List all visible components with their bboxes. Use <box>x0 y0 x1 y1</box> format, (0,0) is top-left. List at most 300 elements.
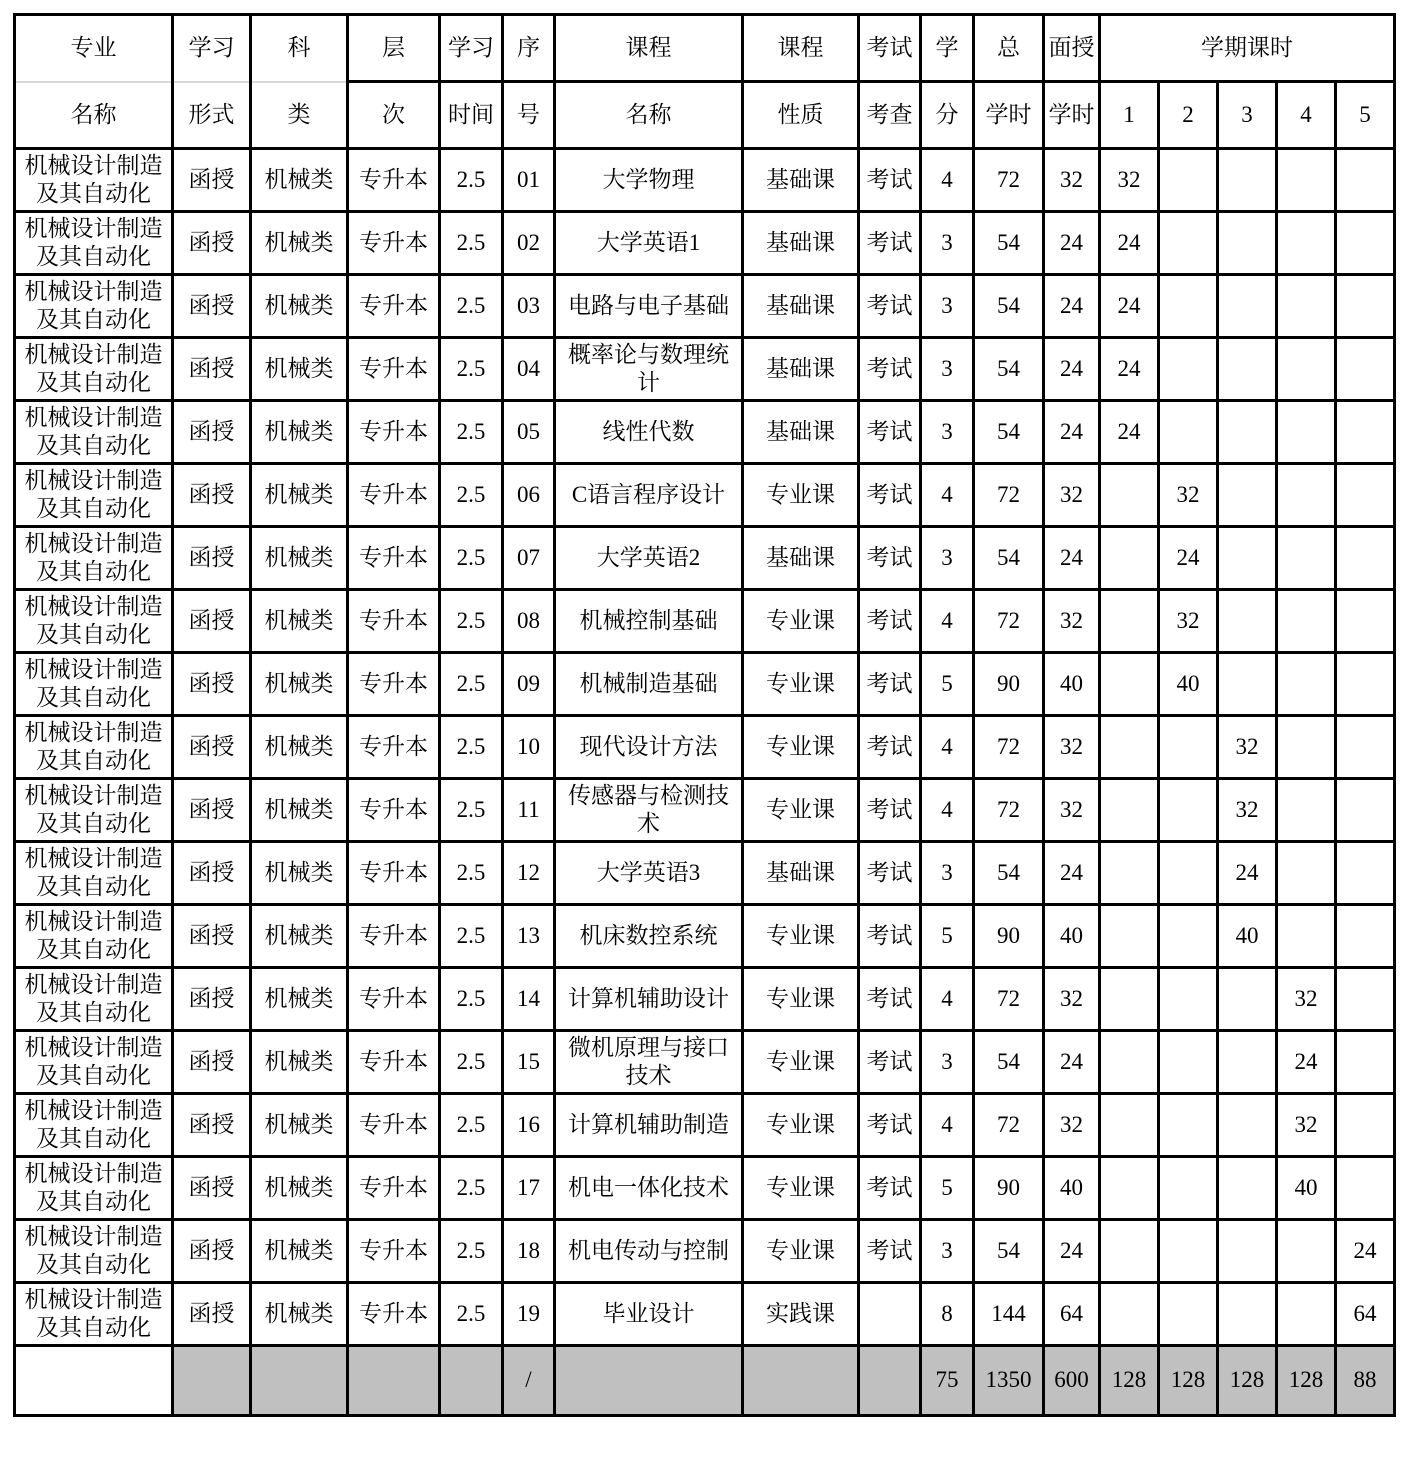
course-name-cell: C语言程序设计 <box>555 464 743 527</box>
totals-face-hours-cell: 600 <box>1044 1346 1100 1416</box>
serial-no-cell: 09 <box>503 653 555 716</box>
exam-type-cell <box>859 1283 921 1346</box>
study-form-cell: 函授 <box>173 716 251 779</box>
semester-5-hours-cell <box>1336 1031 1395 1094</box>
level-cell: 专升本 <box>348 275 440 338</box>
level-cell: 专升本 <box>348 527 440 590</box>
course-name-cell: 现代设计方法 <box>555 716 743 779</box>
exam-type-cell: 考试 <box>859 1094 921 1157</box>
table-row <box>15 590 1395 653</box>
total-hours-cell: 72 <box>974 590 1044 653</box>
study-form-cell: 函授 <box>173 1157 251 1220</box>
totals-duration-cell <box>440 1346 503 1416</box>
table-row <box>15 275 1395 338</box>
table-row <box>15 905 1395 968</box>
semester-3-hours-cell: 40 <box>1218 905 1277 968</box>
table-row <box>15 212 1395 275</box>
header-form-line2: 形式 <box>173 82 251 149</box>
totals-course-cell <box>555 1346 743 1416</box>
face-hours-cell: 32 <box>1044 464 1100 527</box>
totals-nature-cell <box>743 1346 859 1416</box>
total-hours-cell: 54 <box>974 1220 1044 1283</box>
serial-no-cell: 11 <box>503 779 555 842</box>
face-hours-cell: 24 <box>1044 1031 1100 1094</box>
semester-5-hours-cell <box>1336 401 1395 464</box>
duration-cell: 2.5 <box>440 1283 503 1346</box>
course-nature-cell: 基础课 <box>743 149 859 212</box>
semester-3-hours-cell <box>1218 1220 1277 1283</box>
semester-2-hours-cell <box>1159 401 1218 464</box>
total-hours-cell: 72 <box>974 1094 1044 1157</box>
face-hours-cell: 24 <box>1044 1220 1100 1283</box>
major-cell: 机械设计制造及其自动化 <box>15 905 173 968</box>
category-cell: 机械类 <box>251 338 348 401</box>
semester-1-hours-cell: 24 <box>1100 401 1159 464</box>
duration-cell: 2.5 <box>440 779 503 842</box>
semester-3-hours-cell: 32 <box>1218 716 1277 779</box>
table-row <box>15 338 1395 401</box>
study-form-cell: 函授 <box>173 779 251 842</box>
category-cell: 机械类 <box>251 1094 348 1157</box>
table-row <box>15 653 1395 716</box>
level-cell: 专升本 <box>348 338 440 401</box>
major-cell: 机械设计制造及其自动化 <box>15 464 173 527</box>
semester-4-hours-cell <box>1277 653 1336 716</box>
serial-no-cell: 12 <box>503 842 555 905</box>
study-form-cell: 函授 <box>173 905 251 968</box>
totals-semester-1-cell: 128 <box>1100 1346 1159 1416</box>
semester-3-hours-cell <box>1218 653 1277 716</box>
duration-cell: 2.5 <box>440 527 503 590</box>
semester-2-hours-cell <box>1159 842 1218 905</box>
header-exam-line2: 考查 <box>859 82 921 149</box>
exam-type-cell: 考试 <box>859 1157 921 1220</box>
study-form-cell: 函授 <box>173 1031 251 1094</box>
credits-cell: 5 <box>921 653 974 716</box>
face-hours-cell: 24 <box>1044 275 1100 338</box>
course-nature-cell: 专业课 <box>743 1220 859 1283</box>
credits-cell: 3 <box>921 1031 974 1094</box>
header-category-line2: 类 <box>251 82 348 149</box>
credits-cell: 4 <box>921 716 974 779</box>
credits-cell: 3 <box>921 401 974 464</box>
serial-no-cell: 01 <box>503 149 555 212</box>
face-hours-cell: 40 <box>1044 1157 1100 1220</box>
table-row <box>15 968 1395 1031</box>
header-semester-3: 3 <box>1218 82 1277 149</box>
semester-4-hours-cell <box>1277 779 1336 842</box>
semester-5-hours-cell <box>1336 779 1395 842</box>
face-hours-cell: 32 <box>1044 779 1100 842</box>
course-nature-cell: 基础课 <box>743 842 859 905</box>
table-row <box>15 779 1395 842</box>
level-cell: 专升本 <box>348 590 440 653</box>
category-cell: 机械类 <box>251 905 348 968</box>
serial-no-cell: 03 <box>503 275 555 338</box>
credits-cell: 3 <box>921 527 974 590</box>
semester-2-hours-cell <box>1159 275 1218 338</box>
table-row <box>15 1157 1395 1220</box>
course-nature-cell: 基础课 <box>743 212 859 275</box>
study-form-cell: 函授 <box>173 1094 251 1157</box>
header-row-1 <box>15 15 1395 82</box>
semester-3-hours-cell <box>1218 968 1277 1031</box>
course-nature-cell: 专业课 <box>743 1031 859 1094</box>
serial-no-cell: 08 <box>503 590 555 653</box>
header-semester-1: 1 <box>1100 82 1159 149</box>
course-name-cell: 计算机辅助制造 <box>555 1094 743 1157</box>
semester-3-hours-cell <box>1218 527 1277 590</box>
semester-5-hours-cell <box>1336 149 1395 212</box>
serial-no-cell: 19 <box>503 1283 555 1346</box>
semester-2-hours-cell <box>1159 338 1218 401</box>
course-nature-cell: 专业课 <box>743 905 859 968</box>
duration-cell: 2.5 <box>440 212 503 275</box>
exam-type-cell: 考试 <box>859 590 921 653</box>
totals-exam-cell <box>859 1346 921 1416</box>
totals-form-cell <box>173 1346 251 1416</box>
table-row <box>15 1094 1395 1157</box>
exam-type-cell: 考试 <box>859 1220 921 1283</box>
header-exam-line1: 考试 <box>859 15 921 82</box>
table-row <box>15 842 1395 905</box>
semester-5-hours-cell <box>1336 842 1395 905</box>
duration-cell: 2.5 <box>440 464 503 527</box>
header-duration-line2: 时间 <box>440 82 503 149</box>
level-cell: 专升本 <box>348 1283 440 1346</box>
major-cell: 机械设计制造及其自动化 <box>15 653 173 716</box>
course-name-cell: 机床数控系统 <box>555 905 743 968</box>
course-nature-cell: 基础课 <box>743 527 859 590</box>
study-form-cell: 函授 <box>173 149 251 212</box>
exam-type-cell: 考试 <box>859 905 921 968</box>
semester-4-hours-cell <box>1277 842 1336 905</box>
level-cell: 专升本 <box>348 968 440 1031</box>
semester-4-hours-cell <box>1277 149 1336 212</box>
major-cell: 机械设计制造及其自动化 <box>15 1031 173 1094</box>
course-nature-cell: 专业课 <box>743 968 859 1031</box>
semester-1-hours-cell <box>1100 1157 1159 1220</box>
credits-cell: 5 <box>921 1157 974 1220</box>
semester-4-hours-cell: 32 <box>1277 1094 1336 1157</box>
semester-2-hours-cell <box>1159 716 1218 779</box>
header-course-line2: 名称 <box>555 82 743 149</box>
semester-2-hours-cell: 32 <box>1159 464 1218 527</box>
totals-category-cell <box>251 1346 348 1416</box>
total-hours-cell: 72 <box>974 464 1044 527</box>
totals-total-hours-cell: 1350 <box>974 1346 1044 1416</box>
duration-cell: 2.5 <box>440 968 503 1031</box>
semester-1-hours-cell <box>1100 716 1159 779</box>
semester-4-hours-cell <box>1277 212 1336 275</box>
total-hours-cell: 54 <box>974 275 1044 338</box>
major-cell: 机械设计制造及其自动化 <box>15 527 173 590</box>
duration-cell: 2.5 <box>440 401 503 464</box>
semester-2-hours-cell: 40 <box>1159 653 1218 716</box>
header-level-line2: 次 <box>348 82 440 149</box>
credits-cell: 8 <box>921 1283 974 1346</box>
table-row <box>15 527 1395 590</box>
credits-cell: 3 <box>921 212 974 275</box>
category-cell: 机械类 <box>251 653 348 716</box>
course-name-cell: 机械控制基础 <box>555 590 743 653</box>
exam-type-cell: 考试 <box>859 653 921 716</box>
serial-no-cell: 06 <box>503 464 555 527</box>
level-cell: 专升本 <box>348 779 440 842</box>
course-nature-cell: 专业课 <box>743 653 859 716</box>
level-cell: 专升本 <box>348 1157 440 1220</box>
semester-1-hours-cell <box>1100 842 1159 905</box>
header-nature-line1: 课程 <box>743 15 859 82</box>
header-face-hours-line1: 面授 <box>1044 15 1100 82</box>
exam-type-cell: 考试 <box>859 716 921 779</box>
header-credits-line2: 分 <box>921 82 974 149</box>
face-hours-cell: 32 <box>1044 968 1100 1031</box>
serial-no-cell: 04 <box>503 338 555 401</box>
semester-5-hours-cell <box>1336 1157 1395 1220</box>
semester-3-hours-cell <box>1218 275 1277 338</box>
total-hours-cell: 54 <box>974 338 1044 401</box>
header-no-line2: 号 <box>503 82 555 149</box>
credits-cell: 4 <box>921 590 974 653</box>
table-row <box>15 1220 1395 1283</box>
semester-5-hours-cell <box>1336 653 1395 716</box>
semester-2-hours-cell <box>1159 779 1218 842</box>
semester-4-hours-cell <box>1277 527 1336 590</box>
study-form-cell: 函授 <box>173 842 251 905</box>
study-form-cell: 函授 <box>173 590 251 653</box>
face-hours-cell: 32 <box>1044 149 1100 212</box>
semester-3-hours-cell <box>1218 1283 1277 1346</box>
level-cell: 专升本 <box>348 842 440 905</box>
semester-4-hours-cell <box>1277 338 1336 401</box>
study-form-cell: 函授 <box>173 968 251 1031</box>
header-credits-line1: 学 <box>921 15 974 82</box>
major-cell: 机械设计制造及其自动化 <box>15 1094 173 1157</box>
total-hours-cell: 54 <box>974 527 1044 590</box>
study-form-cell: 函授 <box>173 401 251 464</box>
credits-cell: 4 <box>921 149 974 212</box>
major-cell: 机械设计制造及其自动化 <box>15 1157 173 1220</box>
major-cell: 机械设计制造及其自动化 <box>15 338 173 401</box>
course-nature-cell: 专业课 <box>743 779 859 842</box>
course-name-cell: 机电传动与控制 <box>555 1220 743 1283</box>
header-category-line1: 科 <box>251 15 348 82</box>
duration-cell: 2.5 <box>440 1031 503 1094</box>
total-hours-cell: 144 <box>974 1283 1044 1346</box>
semester-3-hours-cell <box>1218 1031 1277 1094</box>
major-cell: 机械设计制造及其自动化 <box>15 590 173 653</box>
major-cell: 机械设计制造及其自动化 <box>15 149 173 212</box>
semester-1-hours-cell <box>1100 464 1159 527</box>
semester-5-hours-cell <box>1336 275 1395 338</box>
semester-4-hours-cell: 40 <box>1277 1157 1336 1220</box>
header-total-hours-line2: 学时 <box>974 82 1044 149</box>
face-hours-cell: 32 <box>1044 1094 1100 1157</box>
exam-type-cell: 考试 <box>859 149 921 212</box>
credits-cell: 4 <box>921 464 974 527</box>
header-major-line1: 专业 <box>15 15 173 82</box>
duration-cell: 2.5 <box>440 905 503 968</box>
serial-no-cell: 02 <box>503 212 555 275</box>
semester-2-hours-cell: 24 <box>1159 527 1218 590</box>
semester-5-hours-cell <box>1336 1094 1395 1157</box>
credits-cell: 3 <box>921 275 974 338</box>
semester-1-hours-cell <box>1100 779 1159 842</box>
header-semester-5: 5 <box>1336 82 1395 149</box>
serial-no-cell: 10 <box>503 716 555 779</box>
semester-1-hours-cell <box>1100 905 1159 968</box>
semester-5-hours-cell <box>1336 968 1395 1031</box>
semester-2-hours-cell <box>1159 968 1218 1031</box>
semester-5-hours-cell <box>1336 338 1395 401</box>
totals-semester-4-cell: 128 <box>1277 1346 1336 1416</box>
table-row <box>15 716 1395 779</box>
serial-no-cell: 17 <box>503 1157 555 1220</box>
duration-cell: 2.5 <box>440 338 503 401</box>
header-major-line2: 名称 <box>15 82 173 149</box>
course-name-cell: 传感器与检测技术 <box>555 779 743 842</box>
header-face-hours-line2: 学时 <box>1044 82 1100 149</box>
study-form-cell: 函授 <box>173 212 251 275</box>
exam-type-cell: 考试 <box>859 779 921 842</box>
category-cell: 机械类 <box>251 212 348 275</box>
level-cell: 专升本 <box>348 401 440 464</box>
serial-no-cell: 05 <box>503 401 555 464</box>
major-cell: 机械设计制造及其自动化 <box>15 968 173 1031</box>
semester-1-hours-cell: 24 <box>1100 338 1159 401</box>
category-cell: 机械类 <box>251 968 348 1031</box>
major-cell: 机械设计制造及其自动化 <box>15 842 173 905</box>
semester-2-hours-cell <box>1159 1220 1218 1283</box>
semester-4-hours-cell <box>1277 1220 1336 1283</box>
semester-5-hours-cell <box>1336 527 1395 590</box>
serial-no-cell: 14 <box>503 968 555 1031</box>
semester-1-hours-cell <box>1100 527 1159 590</box>
credits-cell: 4 <box>921 1094 974 1157</box>
face-hours-cell: 24 <box>1044 338 1100 401</box>
totals-credits-cell: 75 <box>921 1346 974 1416</box>
header-row-2 <box>15 82 1395 149</box>
semester-2-hours-cell: 32 <box>1159 590 1218 653</box>
exam-type-cell: 考试 <box>859 1031 921 1094</box>
level-cell: 专升本 <box>348 653 440 716</box>
header-form-line1: 学习 <box>173 15 251 82</box>
duration-cell: 2.5 <box>440 1094 503 1157</box>
study-form-cell: 函授 <box>173 275 251 338</box>
semester-4-hours-cell: 24 <box>1277 1031 1336 1094</box>
face-hours-cell: 40 <box>1044 905 1100 968</box>
course-name-cell: 计算机辅助设计 <box>555 968 743 1031</box>
semester-4-hours-cell <box>1277 275 1336 338</box>
header-semester-group: 学期课时 <box>1100 15 1395 82</box>
header-no-line1: 序 <box>503 15 555 82</box>
semester-2-hours-cell <box>1159 149 1218 212</box>
semester-1-hours-cell <box>1100 653 1159 716</box>
semester-1-hours-cell <box>1100 590 1159 653</box>
totals-row <box>15 1346 1395 1416</box>
exam-type-cell: 考试 <box>859 527 921 590</box>
level-cell: 专升本 <box>348 464 440 527</box>
total-hours-cell: 72 <box>974 149 1044 212</box>
table-row <box>15 1031 1395 1094</box>
total-hours-cell: 90 <box>974 653 1044 716</box>
totals-semester-2-cell: 128 <box>1159 1346 1218 1416</box>
face-hours-cell: 64 <box>1044 1283 1100 1346</box>
exam-type-cell: 考试 <box>859 212 921 275</box>
level-cell: 专升本 <box>348 149 440 212</box>
semester-5-hours-cell: 64 <box>1336 1283 1395 1346</box>
level-cell: 专升本 <box>348 905 440 968</box>
total-hours-cell: 54 <box>974 401 1044 464</box>
header-level-line1: 层 <box>348 15 440 82</box>
total-hours-cell: 90 <box>974 905 1044 968</box>
level-cell: 专升本 <box>348 1094 440 1157</box>
credits-cell: 5 <box>921 905 974 968</box>
major-cell: 机械设计制造及其自动化 <box>15 779 173 842</box>
semester-2-hours-cell <box>1159 1094 1218 1157</box>
serial-no-cell: 15 <box>503 1031 555 1094</box>
course-name-cell: 微机原理与接口技术 <box>555 1031 743 1094</box>
exam-type-cell: 考试 <box>859 338 921 401</box>
category-cell: 机械类 <box>251 275 348 338</box>
credits-cell: 4 <box>921 779 974 842</box>
course-name-cell: 大学英语2 <box>555 527 743 590</box>
serial-no-cell: 13 <box>503 905 555 968</box>
category-cell: 机械类 <box>251 1220 348 1283</box>
semester-3-hours-cell <box>1218 212 1277 275</box>
exam-type-cell: 考试 <box>859 842 921 905</box>
major-cell: 机械设计制造及其自动化 <box>15 1220 173 1283</box>
category-cell: 机械类 <box>251 149 348 212</box>
category-cell: 机械类 <box>251 401 348 464</box>
total-hours-cell: 90 <box>974 1157 1044 1220</box>
credits-cell: 4 <box>921 968 974 1031</box>
course-nature-cell: 专业课 <box>743 1157 859 1220</box>
study-form-cell: 函授 <box>173 338 251 401</box>
credits-cell: 3 <box>921 1220 974 1283</box>
course-nature-cell: 专业课 <box>743 716 859 779</box>
semester-1-hours-cell: 32 <box>1100 149 1159 212</box>
category-cell: 机械类 <box>251 464 348 527</box>
exam-type-cell: 考试 <box>859 275 921 338</box>
course-name-cell: 线性代数 <box>555 401 743 464</box>
header-semester-2: 2 <box>1159 82 1218 149</box>
semester-2-hours-cell <box>1159 212 1218 275</box>
course-name-cell: 毕业设计 <box>555 1283 743 1346</box>
course-name-cell: 大学英语1 <box>555 212 743 275</box>
table-row <box>15 1283 1395 1346</box>
level-cell: 专升本 <box>348 1220 440 1283</box>
major-cell: 机械设计制造及其自动化 <box>15 716 173 779</box>
total-hours-cell: 72 <box>974 779 1044 842</box>
face-hours-cell: 40 <box>1044 653 1100 716</box>
course-name-cell: 机械制造基础 <box>555 653 743 716</box>
duration-cell: 2.5 <box>440 149 503 212</box>
semester-1-hours-cell <box>1100 1283 1159 1346</box>
course-nature-cell: 基础课 <box>743 401 859 464</box>
category-cell: 机械类 <box>251 1283 348 1346</box>
semester-4-hours-cell <box>1277 464 1336 527</box>
duration-cell: 2.5 <box>440 590 503 653</box>
semester-4-hours-cell <box>1277 401 1336 464</box>
semester-5-hours-cell <box>1336 590 1395 653</box>
semester-3-hours-cell <box>1218 590 1277 653</box>
major-cell: 机械设计制造及其自动化 <box>15 212 173 275</box>
duration-cell: 2.5 <box>440 1157 503 1220</box>
exam-type-cell: 考试 <box>859 464 921 527</box>
course-name-cell: 大学物理 <box>555 149 743 212</box>
